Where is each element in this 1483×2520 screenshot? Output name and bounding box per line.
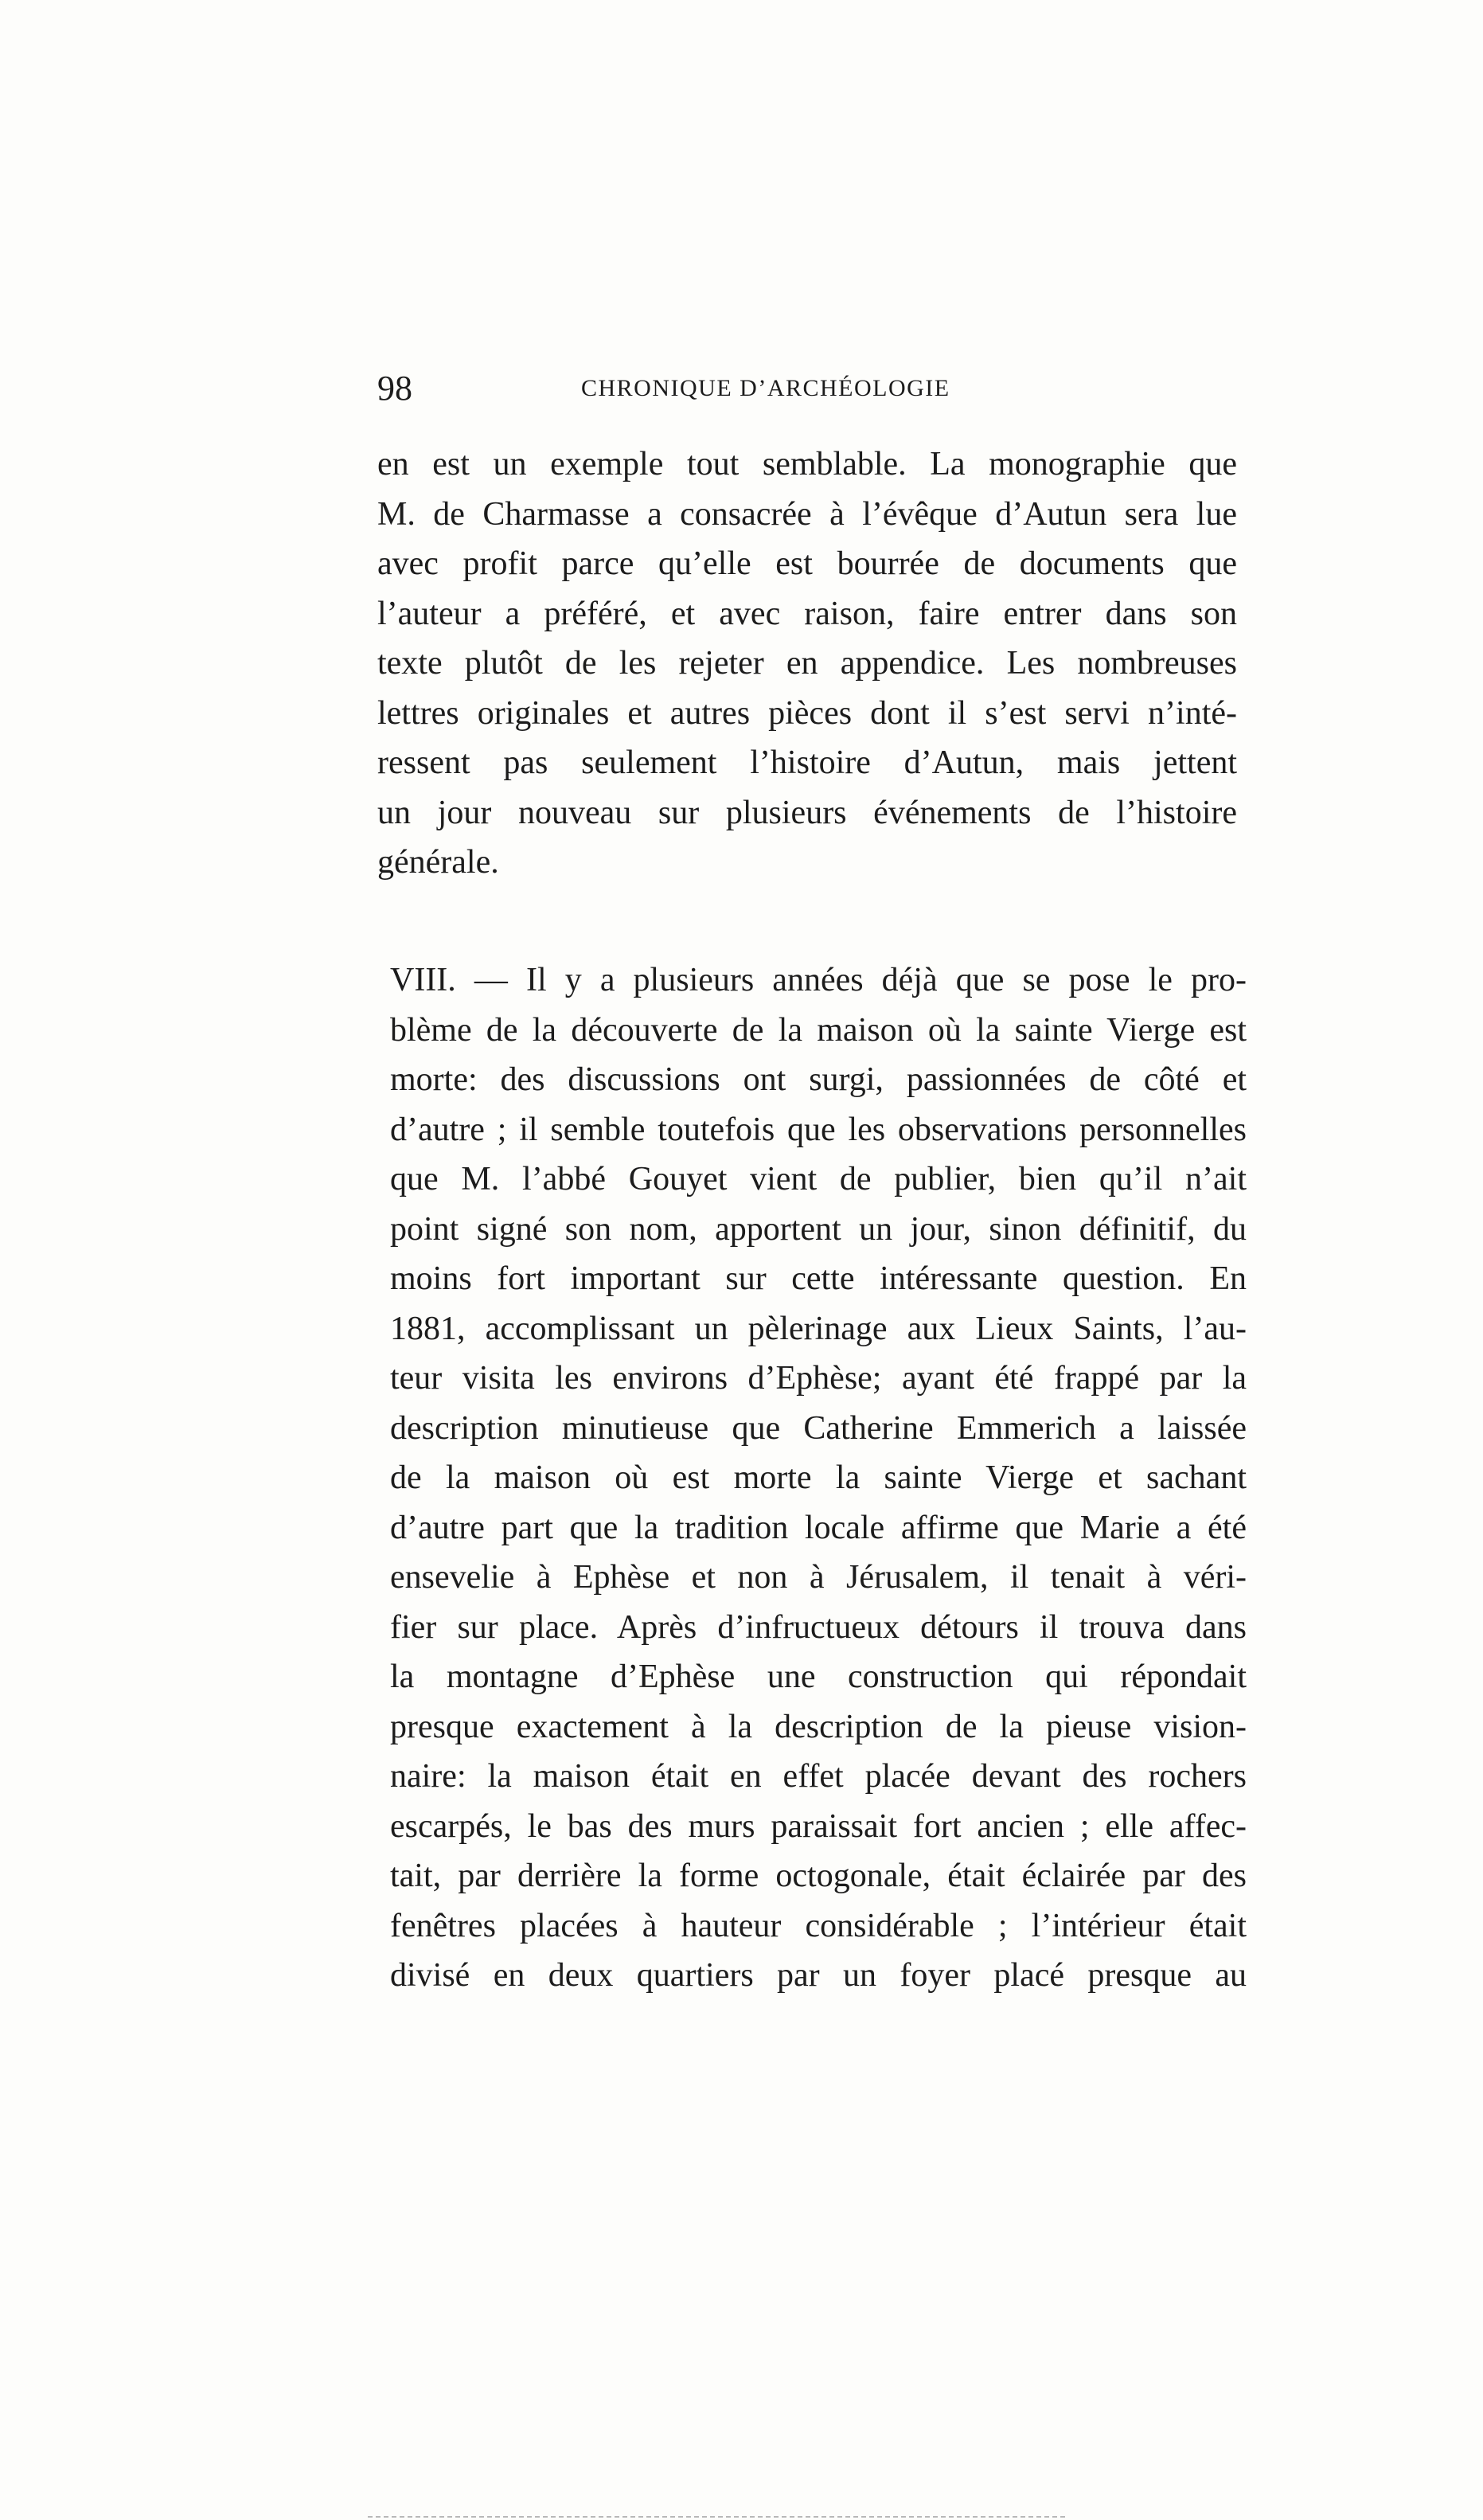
paragraph-2: [390, 955, 1247, 2001]
text-line: générale.: [377, 844, 499, 881]
text-line: de la maison où est morte la sainte Vierge et sachant: [390, 1459, 1247, 1496]
text-line: avec profit parce qu’elle est bourrée de documents que: [377, 545, 1237, 582]
text-line: VIII. — Il y a plusieurs années déjà que se pose le pro-: [390, 962, 1247, 998]
text-line: point signé son nom, apportent un jour, sinon définitif, du: [390, 1210, 1247, 1248]
text-line: texte plutôt de les rejeter en appendice. Les nombreuses: [377, 645, 1237, 682]
running-head: [377, 363, 1237, 414]
text-line: morte: des discussions ont surgi, passionnées de côté et: [390, 1061, 1247, 1098]
running-title: CHRONIQUE D’ARCHÉOLOGIE: [581, 375, 950, 401]
text-line: fenêtres placées à hauteur considérable ; l’intérieur était: [390, 1907, 1247, 1944]
text-line: moins fort important sur cette intéressante question. En: [390, 1260, 1247, 1297]
text-line: ressent pas seulement l’histoire d’Autun, mais jettent: [377, 744, 1237, 781]
paragraph-1: [377, 440, 1237, 888]
bottom-edge-rule: [368, 2516, 1065, 2519]
text-line: tait, par derrière la forme octogonale, était éclairée par des: [390, 1858, 1247, 1894]
text-line: d’autre ; il semble toutefois que les observations personnelles: [390, 1111, 1247, 1148]
text-line: l’auteur a préféré, et avec raison, faire entrer dans son: [377, 595, 1237, 632]
text-line: en est un exemple tout semblable. La monographie que: [377, 446, 1237, 483]
text-line: la montagne d’Ephèse une construction qui répondait: [390, 1659, 1247, 1695]
text-line: presque exactement à la description de la pieuse vision-: [390, 1708, 1247, 1745]
text-line: que M. l’abbé Gouyet vient de publier, bien qu’il n’ait: [390, 1161, 1247, 1197]
text-line: d’autre part que la tradition locale affirme que Marie a été: [390, 1509, 1247, 1546]
text-line: divisé en deux quartiers par un foyer placé presque au: [390, 1957, 1247, 1994]
text-line: ensevelie à Ephèse et non à Jérusalem, il tenait à véri-: [390, 1559, 1247, 1596]
text-line: fier sur place. Après d’infructueux détours il trouva dans: [390, 1608, 1247, 1646]
text-line: escarpés, le bas des murs paraissait fort ancien ; elle affec-: [390, 1807, 1247, 1845]
text-line: lettres originales et autres pièces dont il s’est servi n’inté-: [377, 694, 1237, 732]
text-line: naire: la maison était en effet placée devant des rochers: [390, 1758, 1247, 1795]
text-line: description minutieuse que Catherine Emmerich a laissée: [390, 1409, 1247, 1447]
text-line: 1881, accomplissant un pèlerinage aux Lieux Saints, l’au-: [390, 1310, 1247, 1347]
text-line: un jour nouveau sur plusieurs événements de l’histoire: [377, 794, 1237, 831]
text-line: blème de la découverte de la maison où la sainte Vierge est: [390, 1011, 1247, 1049]
text-line: M. de Charmasse a consacrée à l’évêque d’Autun sera lue: [377, 495, 1237, 533]
text-line: teur visita les environs d’Ephèse; ayant été frappé par la: [390, 1360, 1247, 1397]
page-number: 98: [377, 369, 412, 408]
